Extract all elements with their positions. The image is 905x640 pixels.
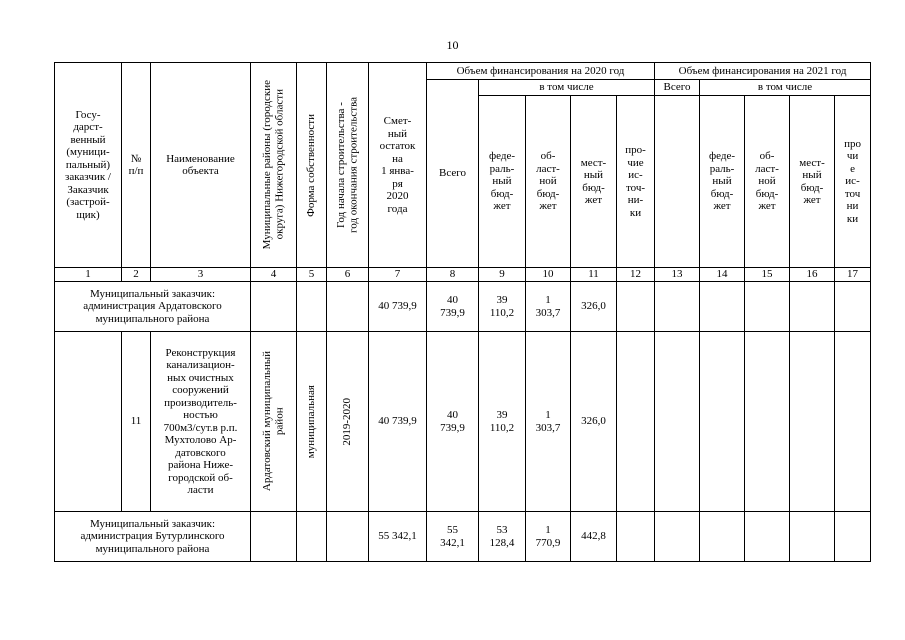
- header-years-cell: [327, 63, 369, 268]
- financing-table: [54, 62, 871, 562]
- header-federal-2021: феде- раль- ный бюд- жет: [700, 96, 745, 268]
- row-ownership: муниципальная: [305, 384, 318, 459]
- row-total: 40 739,9: [427, 332, 479, 512]
- header-total-2021: Всего: [655, 80, 700, 96]
- header-customer: Госу- дарст- венный (муници- пальный) заказчик / Заказчик (застрой- щик): [55, 63, 122, 268]
- row-years: 2019-2020: [341, 397, 354, 446]
- col-number: 16: [790, 268, 835, 282]
- col-number: 13: [655, 268, 700, 282]
- row-remainder: 55 342,1: [369, 512, 427, 562]
- header-local-2021: мест- ный бюд- жет: [790, 96, 835, 268]
- header-district: Муниципальные районы (городские округа) Нижегородской области: [261, 80, 286, 250]
- header-total-2020: Всего: [427, 80, 479, 268]
- row-local: 326,0: [571, 332, 617, 512]
- row-regional: 1 303,7: [526, 282, 571, 332]
- col-number: 7: [369, 268, 427, 282]
- row-district-cell: [251, 332, 297, 512]
- col-number: 6: [327, 268, 369, 282]
- table-row: [55, 512, 871, 562]
- header-ownership-cell: [297, 63, 327, 268]
- header-including-2020: в том числе: [479, 80, 655, 96]
- header-other-2021: про чи е ис- точ ни ки: [835, 96, 871, 268]
- page-number: 10: [446, 38, 459, 52]
- row-num: 11: [122, 332, 151, 512]
- header-name: Наименование объекта: [151, 63, 251, 268]
- table-row: [55, 282, 871, 332]
- header-local-2020: мест- ный бюд- жет: [571, 96, 617, 268]
- row-total: 55 342,1: [427, 512, 479, 562]
- row-federal: 53 128,4: [479, 512, 526, 562]
- row-district: Ардатовский муниципальный район: [261, 351, 286, 492]
- row-total: 40 739,9: [427, 282, 479, 332]
- header-district-cell: [251, 63, 297, 268]
- row-customer: Муниципальный заказчик: администрация Ардатовского муниципального района: [55, 282, 251, 332]
- col-number: 3: [151, 268, 251, 282]
- header-other-2020: про- чие ис- точ- ни- ки: [617, 96, 655, 268]
- col-number: 11: [571, 268, 617, 282]
- row-ownership-cell: [297, 332, 327, 512]
- header-years: Год начала строительства - год окончания строительства: [335, 97, 360, 233]
- col-number: 5: [297, 268, 327, 282]
- table-row: [55, 332, 871, 512]
- column-number-row: [55, 268, 871, 282]
- row-remainder: 40 739,9: [369, 332, 427, 512]
- col-number: 2: [122, 268, 151, 282]
- header-regional-2021: об- ласт- ной бюд- жет: [745, 96, 790, 268]
- header-fin-2021: Объем финансирования на 2021 год: [655, 63, 871, 80]
- col-number: 12: [617, 268, 655, 282]
- col-number: 4: [251, 268, 297, 282]
- row-customer: Муниципальный заказчик: администрация Бутурлинского муниципального района: [55, 512, 251, 562]
- row-federal: 39 110,2: [479, 282, 526, 332]
- row-federal: 39 110,2: [479, 332, 526, 512]
- header-ownership: Форма собственности: [305, 113, 318, 217]
- row-remainder: 40 739,9: [369, 282, 427, 332]
- col-number: 10: [526, 268, 571, 282]
- header-including-2021: в том числе: [700, 80, 871, 96]
- row-local: 326,0: [571, 282, 617, 332]
- col-number: 17: [835, 268, 871, 282]
- col-number: 9: [479, 268, 526, 282]
- row-regional: 1 770,9: [526, 512, 571, 562]
- header-remainder: Смет- ный остаток на 1 янва- ря 2020 года: [369, 63, 427, 268]
- row-regional: 1 303,7: [526, 332, 571, 512]
- header-num: № п/п: [122, 63, 151, 268]
- col-number: 8: [427, 268, 479, 282]
- col-number: 15: [745, 268, 790, 282]
- header-blank-2021: [655, 96, 700, 268]
- header-regional-2020: об- ласт- ной бюд- жет: [526, 96, 571, 268]
- header-fin-2020: Объем финансирования на 2020 год: [427, 63, 655, 80]
- header-federal-2020: феде- раль- ный бюд- жет: [479, 96, 526, 268]
- row-years-cell: [327, 332, 369, 512]
- col-number: 14: [700, 268, 745, 282]
- row-local: 442,8: [571, 512, 617, 562]
- row-object-name: Реконструкция канализацион- ных очистных сооружений производитель- ностью 700м3/сут.в р.п. Мухтолово Ар- датовского района Ниже- городской об- ласти: [151, 332, 251, 512]
- col-number: 1: [55, 268, 122, 282]
